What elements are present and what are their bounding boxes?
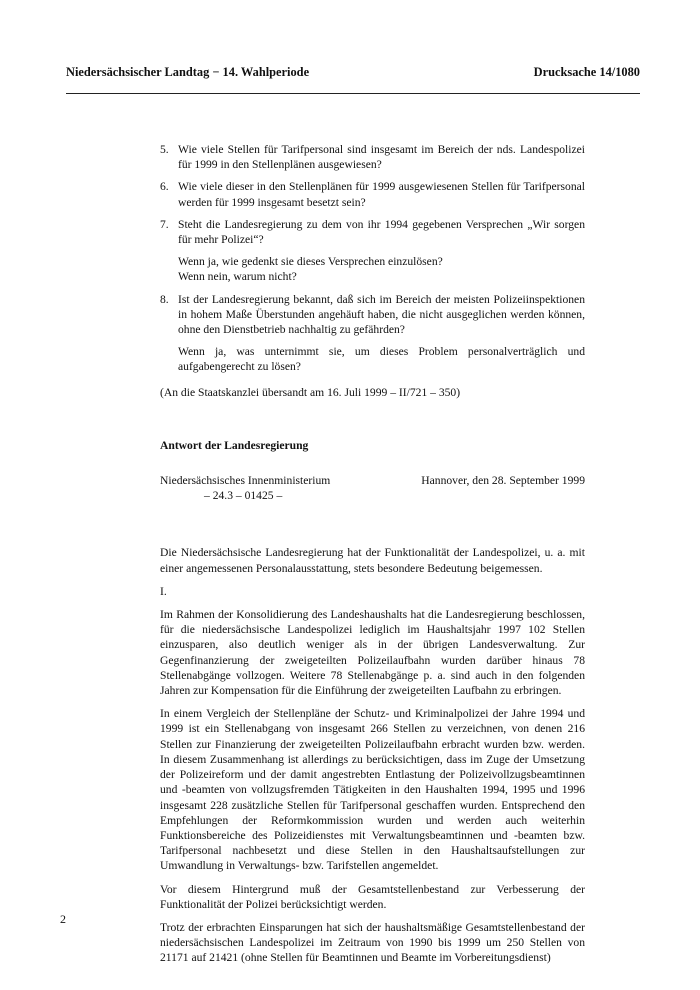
question-text: Steht die Landesregierung zu dem von ihr 1994 gegebenen Versprechen „Wir sorgen für mehr Polizei“? xyxy=(178,217,585,247)
followup-line: Wenn ja, wie gedenkt sie dieses Versprechen einzulösen? xyxy=(178,255,443,269)
header-document-number: Drucksache 14/1080 xyxy=(533,65,640,79)
body-paragraph: Im Rahmen der Konsolidierung des Landeshaushalts hat die Landesregierung beschlossen, für die niedersächsische Landespolizei lediglich im Haushaltsjahr 1997 102 Stellen einzusparen, also deutlich weniger als in der übrigen Landesverwaltung. Zur Gegenfinanzierung der zweigeteilten Polizeilaufbahn wurden darüber hinaus 78 Stellenabgänge vollzogen. Weitere 78 Stellenabgänge p. a. sind auch in den folgenden Jahren zur Kompensation für die Einführung der zweigeteilten Laufbahn zu erbringen. xyxy=(160,608,585,698)
question-8 xyxy=(160,292,585,338)
question-number: 8. xyxy=(160,292,169,306)
question-text: Ist der Landesregierung bekannt, daß sich im Bereich der meisten Polizeiinspektionen in hohem Maße Überstunden angehäuft haben, die nicht ausgeglichen werden können, ohne den Dienstbetrieb nachhaltig zu gefährden? xyxy=(178,292,585,337)
question-5 xyxy=(160,142,585,172)
ministry-block xyxy=(160,473,585,503)
question-number: 5. xyxy=(160,143,169,156)
question-7-followup xyxy=(178,254,585,284)
question-6 xyxy=(160,179,585,209)
body-paragraph: Trotz der erbrachten Einsparungen hat sich der haushaltsmäßige Gesamtstellenbestand der niedersächsischen Landespolizei im Zeitraum von 1990 bis 1999 um 250 Stellen von 21171 auf 21421 (ohne Stellen für Beamtinnen und Beamte im Vorbereitungsdienst) xyxy=(160,920,585,965)
question-number: 7. xyxy=(160,217,169,231)
section-number: I. xyxy=(160,584,167,598)
header-title: Niedersächsischer Landtag − 14. Wahlperiode xyxy=(66,65,310,79)
answer-heading: Antwort der Landesregierung xyxy=(160,438,309,452)
transmission-note: (An die Staatskanzlei übersandt am 16. Juli 1999 – II/721 – 350) xyxy=(160,385,461,399)
place-date: Hannover, den 28. September 1999 xyxy=(421,474,585,488)
page-header xyxy=(66,65,640,80)
intro-paragraph: Die Niedersächsische Landesregierung hat der Funktionalität der Landespolizei, u. a. mit einer angemessenen Personalausstattung, stets besondere Bedeutung beigemessen. xyxy=(160,546,585,575)
question-8-followup xyxy=(178,344,585,374)
followup-line: Wenn ja, was unternimmt sie, um dieses Problem personalverträglich und aufgabengerecht zu lösen? xyxy=(178,345,585,374)
body-paragraph: In einem Vergleich der Stellenpläne der Schutz- und Kriminalpolizei der Jahre 1994 und 1999 ist ein Stellenabgang von insgesamt 266 Stellen zu verzeichnen, von denen 216 Stellen zur Finanzierung der zweigeteilten Polizeilaufbahn erbracht wurden bzw. werden. In diesem Zusammenhang ist allerdings zu berücksichtigen, dass im Zuge der Umsetzung der Polizeireform und der damit angestrebten Entlastung der Polizeivollzugsbeamtinnen und -beamten von vollzugsfremden Tätigkeiten in den Haushalten 1994, 1995 und 1996 insgesamt 228 zusätzliche Stellen für Tarifpersonal geschaffen wurden. Entsprechend den Empfehlungen der Reformkommission wurden und werden auch weiterhin Funktionsbereiche des Polizeidienstes mit Verwaltungsbeamtinnen und -beamten bzw. Tarifpersonal nachbesetzt und diese Stellen in den Haushaltsaufstellungen zur Umwandlung in Verwaltungs- bzw. Tarifstellen angemeldet. xyxy=(160,707,585,873)
header-rule xyxy=(66,93,640,94)
question-number: 6. xyxy=(160,180,169,194)
body-paragraph: Vor diesem Hintergrund muß der Gesamtstellenbestand zur Verbesserung der Funktionalität der Polizei berücksichtigt werden. xyxy=(160,882,585,911)
document-body xyxy=(160,142,585,966)
ministry-reference: – 24.3 – 01425 – xyxy=(204,489,283,503)
ministry-name: Niedersächsisches Innenministerium xyxy=(160,474,331,488)
page-number: 2 xyxy=(60,912,66,926)
ministry-info xyxy=(160,473,330,503)
followup-line: Wenn nein, warum nicht? xyxy=(178,270,297,284)
question-7 xyxy=(160,217,585,247)
question-text: Wie viele Stellen für Tarifpersonal sind insgesamt im Bereich der nds. Landespolizei für 1999 in den Stellenplänen ausgewiesen? xyxy=(178,143,585,172)
question-text: Wie viele dieser in den Stellenplänen für 1999 ausgewiesenen Stellen für Tarifpersonal werden für 1999 insgesamt besetzt sein? xyxy=(178,180,585,209)
